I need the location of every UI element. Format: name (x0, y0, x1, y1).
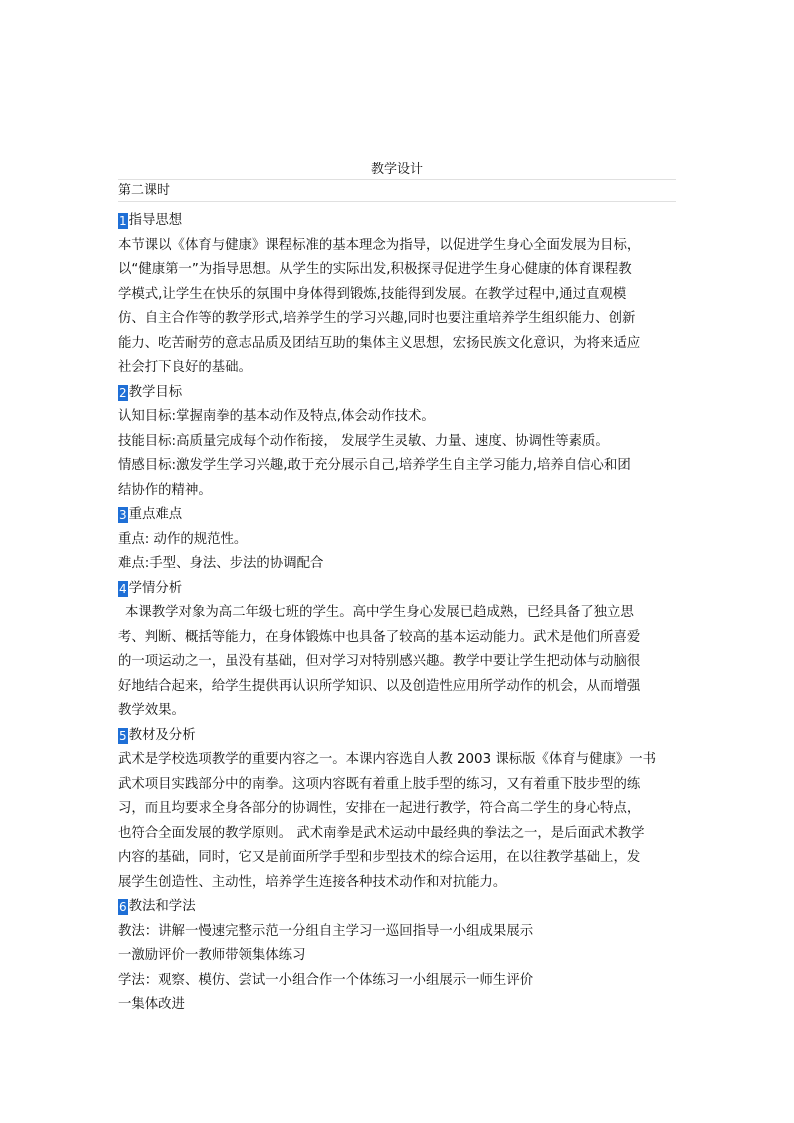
section-title: 重点难点 (128, 507, 183, 522)
paragraph-line: 教学效果。 (118, 703, 185, 718)
paragraph-line: 好地结合起来，给学生提供再认识所学知识、以及创造性应用所学动作的机会，从而增强 (118, 678, 641, 694)
section-heading (118, 209, 678, 234)
paragraph-line: 的一项运动之一，虽没有基础，但对学习对特别感兴趣。教学中要让学生把动体与动脑很 (118, 654, 641, 669)
section-number: 5 (119, 728, 127, 743)
paragraph-line: 技能目标:高质量完成每个动作衔接， 发展学生灵敏、力量、速度、协调性等素质。 (118, 433, 609, 449)
section-title: 教法和学法 (128, 899, 196, 914)
paragraph-line: 以“健康第一”为指导思想。从学生的实际出发,积极探寻促进学生身心健康的体育课程教 (118, 262, 632, 277)
paragraph-line: 情感目标:激发学生学习兴趣,敢于充分展示自己,培养学生自主学习能力,培养自信心和团 (118, 458, 631, 473)
section-number: 6 (119, 900, 127, 915)
section-number: 4 (119, 581, 127, 596)
paragraph-line: 武术项目实践部分中的南拳。这项内容既有着重上肢手型的练习，又有着重下肢步型的练 (118, 776, 641, 792)
section-title: 教材及分析 (128, 727, 196, 743)
paragraph-line: 认知目标:掌握南拳的基本动作及特点,体会动作技术。 (118, 409, 435, 424)
section-title: 指导思想 (128, 213, 183, 228)
paragraph-line: 学模式,让学生在快乐的氛围中身体得到锻炼,技能得到发展。在教学过程中,通过直观模 (118, 286, 627, 302)
paragraph-line: 重点: 动作的规范性。 (118, 531, 248, 547)
paragraph-line: 展学生创造性、主动性，培养学生连接各种技术动作和对抗能力。 (118, 874, 507, 890)
section-heading (118, 503, 678, 528)
paragraph-line: 武术是学校选项教学的重要内容之一。本课内容选自人教 2003 课标版《体育与健康》一书 (118, 752, 657, 767)
paragraph-line: 能力、吃苦耐劳的意志品质及团结互助的集体主义思想，宏扬民族文化意识，为将来适应 (118, 335, 641, 351)
paragraph-line: 社会打下良好的基础。 (118, 360, 252, 375)
paragraph-line: 习，而且均要求全身各部分的协调性，安排在一起进行教学，符合高二学生的身心特点， (118, 801, 641, 816)
paragraph-line: 考、判断、概括等能力，在身体锻炼中也具备了较高的基本运动能力。武术是他们所喜爱 (118, 629, 641, 645)
document-title: 教学设计 (370, 162, 423, 177)
paragraph-line: 教法：讲解一慢速完整示范一分组自主学习一巡回指导一小组成果展示 (118, 923, 534, 939)
header-divider (118, 179, 676, 180)
section-title: 学情分析 (128, 580, 183, 596)
header-divider (118, 201, 676, 202)
paragraph-line: 学法：观察、模仿、尝试一小组合作一个体练习一小组展示一师生评价 (118, 972, 534, 988)
paragraph-line: 一集体改进 (118, 997, 185, 1012)
section-heading (118, 895, 678, 920)
lesson-label: 第二课时 (118, 183, 171, 198)
section-title: 教学目标 (128, 384, 183, 400)
paragraph-line: 也符合全面发展的教学原则。 武术南拳是武术运动中最经典的拳法之一，是后面武术教学 (118, 825, 645, 841)
paragraph-line: 本节课以《体育与健康》课程标准的基本理念为指导，以促进学生身心全面发展为目标， (118, 237, 641, 253)
paragraph-line: 难点:手型、身法、步法的协调配合 (118, 556, 324, 571)
paragraph-line: 结协作的精神。 (118, 482, 212, 498)
paragraph-line: 内容的基础，同时，它又是前面所学手型和步型技术的综合运用，在以往教学基础上，发 (118, 850, 641, 865)
section-heading (118, 381, 678, 406)
paragraph-line: 一激励评价一教师带领集体练习 (118, 948, 306, 963)
paragraph-line: 仿、自主合作等的教学形式,培养学生的学习兴趣,同时也要注重培养学生组织能力、创新 (118, 311, 636, 326)
section-heading (118, 577, 678, 602)
section-heading (118, 724, 678, 749)
document-body (118, 209, 678, 1018)
paragraph-line: 本课教学对象为高二年级七班的学生。高中学生身心发展已趋成熟，已经具备了独立思 (125, 605, 634, 620)
section-number: 1 (119, 214, 127, 229)
section-number: 3 (119, 508, 127, 523)
section-number: 2 (119, 385, 127, 400)
